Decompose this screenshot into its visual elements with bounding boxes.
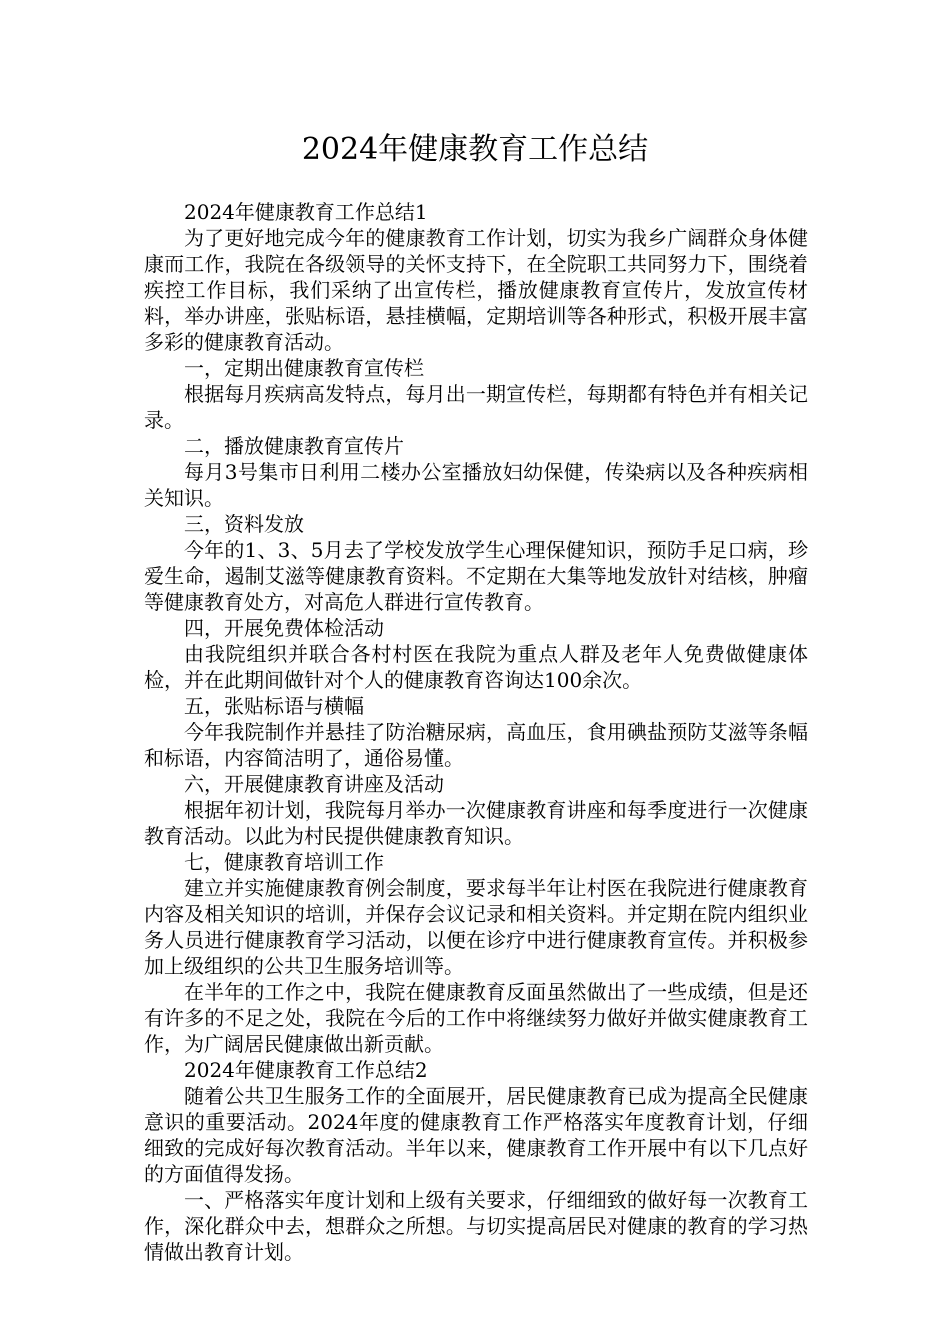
section-heading: 六，开展健康教育讲座及活动 xyxy=(184,772,444,796)
section-heading: 2024年健康教育工作总结1 xyxy=(184,200,428,224)
paragraph: 建立并实施健康教育例会制度，要求每半年让村医在我院进行健康教育内容及相关知识的培训，并保存会议记录和相关资料。并定期在院内组织业务人员进行健康教育学习活动，以便在诊疗中进行健康教育宣传。并积极参加上级组织的公共卫生服务培训等。 xyxy=(144,876,808,978)
document-body xyxy=(144,199,808,1265)
section-heading: 五，张贴标语与横幅 xyxy=(184,694,364,718)
paragraph: 每月3号集市日利用二楼办公室播放妇幼保健，传染病以及各种疾病相关知识。 xyxy=(144,460,808,510)
paragraph: 一、严格落实年度计划和上级有关要求，仔细细致的做好每一次教育工作，深化群众中去，想群众之所想。与切实提高居民对健康的教育的学习热情做出教育计划。 xyxy=(144,1188,808,1264)
paragraph: 在半年的工作之中，我院在健康教育反面虽然做出了一些成绩，但是还有许多的不足之处，我院在今后的工作中将继续努力做好并做实健康教育工作，为广阔居民健康做出新贡献。 xyxy=(144,980,808,1056)
document-title: 2024年健康教育工作总结 xyxy=(301,132,649,167)
section-heading: 2024年健康教育工作总结2 xyxy=(184,1058,428,1082)
paragraph: 为了更好地完成今年的健康教育工作计划，切实为我乡广阔群众身体健康而工作，我院在各级领导的关怀支持下，在全院职工共同努力下，围绕着疾控工作目标，我们采纳了出宣传栏，播放健康教育宣传片，发放宣传材料，举办讲座，张贴标语，悬挂横幅，定期培训等各种形式，积极开展丰富多彩的健康教育活动。 xyxy=(144,226,808,354)
section-heading: 三，资料发放 xyxy=(184,512,304,536)
paragraph: 由我院组织并联合各村村医在我院为重点人群及老年人免费做健康体检，并在此期间做针对个人的健康教育咨询达100余次。 xyxy=(144,642,808,692)
paragraph: 今年的1、3、5月去了学校发放学生心理保健知识，预防手足口病，珍爱生命，遏制艾滋等健康教育资料。不定期在大集等地发放针对结核，肿瘤等健康教育处方，对高危人群进行宣传教育。 xyxy=(144,538,808,614)
paragraph: 根据年初计划，我院每月举办一次健康教育讲座和每季度进行一次健康教育活动。以此为村民提供健康教育知识。 xyxy=(144,798,808,848)
section-heading: 二，播放健康教育宣传片 xyxy=(184,434,404,458)
section-heading: 七，健康教育培训工作 xyxy=(184,850,384,874)
paragraph: 随着公共卫生服务工作的全面展开，居民健康教育已成为提高全民健康意识的重要活动。2024年度的健康教育工作严格落实年度教育计划，仔细细致的完成好每次教育活动。半年以来，健康教育工作开展中有以下几点好的方面值得发扬。 xyxy=(144,1084,808,1186)
paragraph: 今年我院制作并悬挂了防治糖尿病，高血压，食用碘盐预防艾滋等条幅和标语，内容简洁明了，通俗易懂。 xyxy=(144,720,808,770)
paragraph: 根据每月疾病高发特点，每月出一期宣传栏，每期都有特色并有相关记录。 xyxy=(144,382,808,432)
section-heading: 一，定期出健康教育宣传栏 xyxy=(184,356,424,380)
section-heading: 四，开展免费体检活动 xyxy=(184,616,384,640)
